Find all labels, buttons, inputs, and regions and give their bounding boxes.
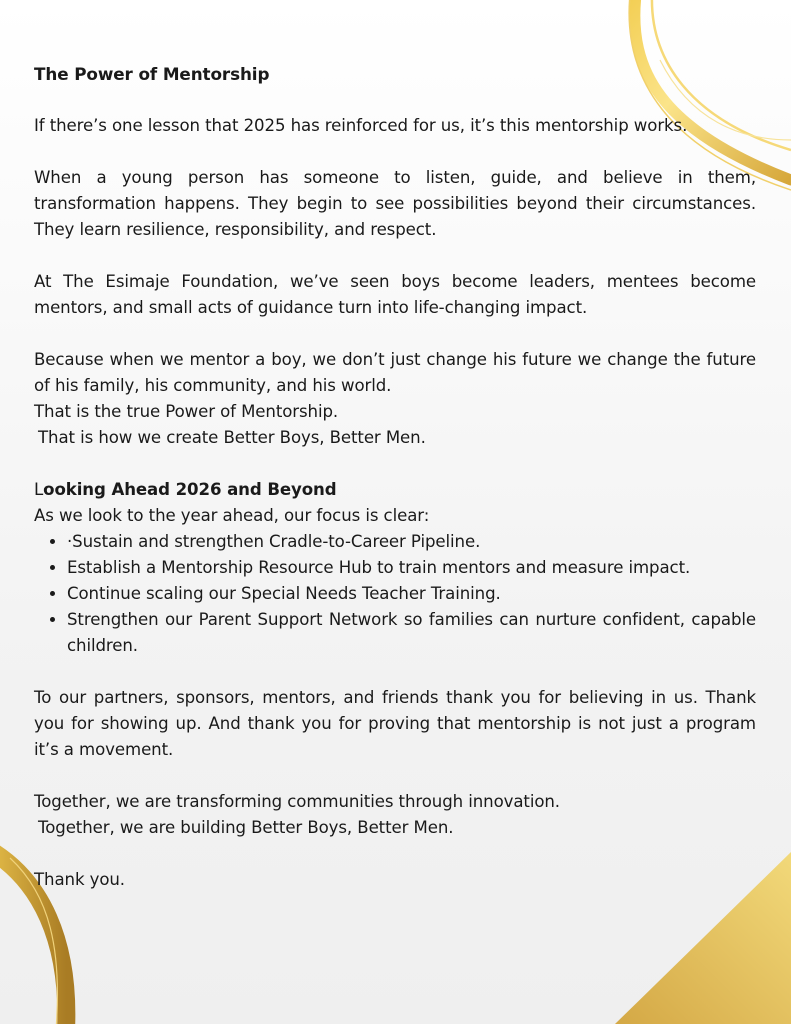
- focus-list-item: • ·Sustain and strengthen Cradle-to-Career Pipeline.: [67, 529, 756, 555]
- line-better-boys: That is how we create Better Boys, Better Men.: [38, 428, 426, 447]
- heading-rest: ooking Ahead 2026 and Beyond: [43, 480, 337, 499]
- paragraph-esimaje-foundation: At The Esimaje Foundation, we’ve seen boys become leaders, mentees become mentors, and small acts of guidance turn into life-changing impact.: [34, 272, 756, 317]
- line-true-power: That is the true Power of Mentorship.: [34, 402, 339, 421]
- section-heading-looking-ahead: [34, 477, 756, 503]
- paragraph-thanks-partners: To our partners, sponsors, mentors, and friends thank you for believing in us. Thank you for showing up. And thank you for proving that mentorship is not just a program it’s a movement.: [34, 688, 756, 759]
- paragraph-mentor-a-boy: Because when we mentor a boy, we don’t just change his future we change the future of his family, his community, and his world.: [34, 350, 756, 395]
- letter-body: [34, 61, 756, 893]
- focus-list-item: • Continue scaling our Special Needs Teacher Training.: [67, 581, 756, 607]
- paragraph-young-person: When a young person has someone to listen, guide, and believe in them, transformation happens. They begin to see possibilities beyond their circumstances. They learn resilience, responsibility, and respect.: [34, 168, 756, 239]
- focus-list: [34, 529, 756, 659]
- looking-ahead-intro: As we look to the year ahead, our focus is clear:: [34, 506, 430, 525]
- line-together-building: Together, we are building Better Boys, Better Men.: [38, 818, 454, 837]
- line-together-transforming: Together, we are transforming communities through innovation.: [34, 792, 560, 811]
- focus-list-item: • Strengthen our Parent Support Network so families can nurture confident, capable children.: [67, 607, 756, 659]
- signoff-thank-you: Thank you.: [34, 870, 125, 889]
- heading-first-letter: L: [34, 480, 44, 499]
- paragraph-lesson-2025: If there’s one lesson that 2025 has reinforced for us, it’s this mentorship works.: [34, 116, 688, 135]
- focus-list-item: • Establish a Mentorship Resource Hub to train mentors and measure impact.: [67, 555, 756, 581]
- section-heading-power-of-mentorship: The Power of Mentorship: [34, 64, 270, 84]
